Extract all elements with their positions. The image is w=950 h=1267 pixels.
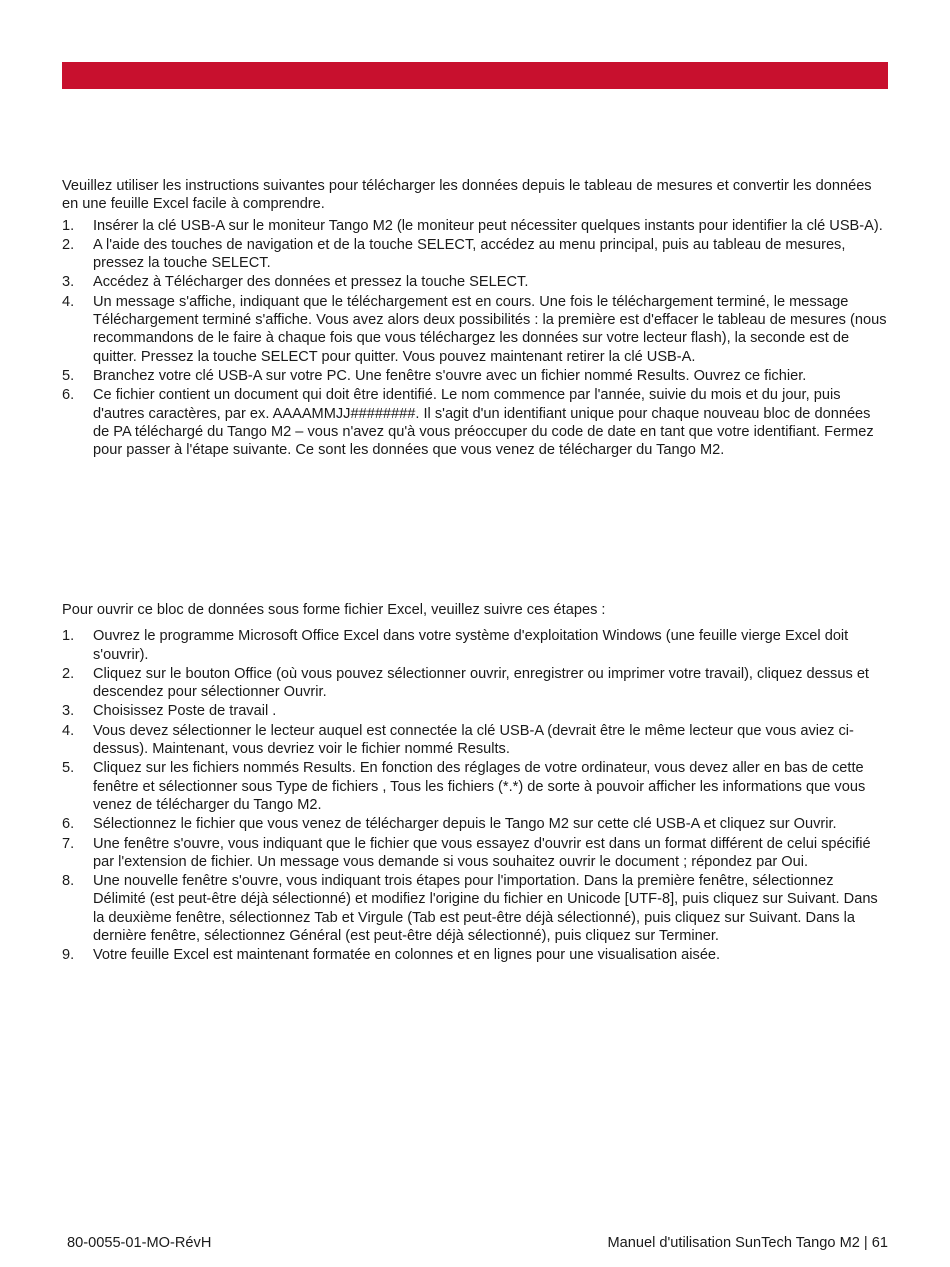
download-intro: Veuillez utiliser les instructions suivantes pour télécharger les données depuis le tableau de mesures et convertir les données en une feuille Excel facile à comprendre. <box>62 178 872 213</box>
step-text: Votre feuille Excel est maintenant formatée en colonnes et en lignes pour une visualisation aisée. <box>93 947 721 964</box>
step-text: Insérer la clé USB-A sur le moniteur Tango M2 (le moniteur peut nécessiter quelques instants pour identifier la clé USB-A). <box>93 217 883 234</box>
step-text: Ouvrez le programme Microsoft Office Excel dans votre système d'exploitation Windows (une feuille vierge Excel doit s'ouvrir). <box>93 628 849 663</box>
list-item <box>62 722 890 759</box>
list-item <box>62 759 890 814</box>
step-text: Une fenêtre s'ouvre, vous indiquant que le fichier que vous essayez d'ouvrir est dans un format différent de celui spécifié par l'extension de fichier. Un message vous demande si vous souhaitez ouvrir le document ; répondez par Oui. <box>93 835 871 870</box>
step-number: 4. <box>62 293 75 310</box>
list-item <box>62 627 890 664</box>
excel-steps-list <box>62 627 890 964</box>
header-accent-bar <box>62 62 888 89</box>
footer-doc-code: 80-0055-01-MO-RévH <box>67 1235 212 1251</box>
list-item <box>62 702 890 720</box>
download-steps-list <box>62 217 890 460</box>
footer-separator: | <box>863 1235 868 1251</box>
footer-page-number: 61 <box>871 1235 888 1251</box>
download-instructions <box>62 177 890 460</box>
footer-manual-title: Manuel d'utilisation SunTech Tango M2 <box>607 1235 860 1251</box>
step-number: 8. <box>62 873 75 890</box>
step-number: 1. <box>62 217 75 234</box>
step-text: Cliquez sur les fichiers nommés Results. En fonction des réglages de votre ordinateur, vous devez aller en bas de cette fenêtre et sélectionner sous Type de fichiers , Tous les fichiers (*.*) de sorte à pouvoir afficher les informations que vous venez de télécharger du Tango M2. <box>93 760 866 813</box>
step-text: Choisissez Poste de travail . <box>93 703 277 720</box>
step-number: 3. <box>62 703 75 720</box>
list-item <box>62 872 890 945</box>
excel-instructions <box>62 601 890 966</box>
step-number: 5. <box>62 760 75 777</box>
excel-intro: Pour ouvrir ce bloc de données sous forme fichier Excel, veuillez suivre ces étapes : <box>62 602 606 618</box>
step-text: Ce fichier contient un document qui doit être identifié. Le nom commence par l'année, suivie du mois et du jour, puis d'autres caractères, par ex. AAAAMMJJ########. Il s'agit d'un identifiant unique pour chaque nouveau bloc de données de PA téléchargé du Tango M2 – vous n'avez qu'à vous préoccuper du code de date en tant que votre identifiant. Fermez pour passer à l'étape suivante. Ce sont les données que vous venez de télécharger du Tango M2. <box>93 387 874 459</box>
list-item <box>62 273 890 291</box>
step-text: Une nouvelle fenêtre s'ouvre, vous indiquant trois étapes pour l'importation. Dans la première fenêtre, sélectionnez Délimité (est peut-être déjà sélectionné) et modifiez l'origine du fichier en Unicode [UTF-8], puis cliquez sur Suivant. Dans la deuxième fenêtre, sélectionnez Tab et Virgule (Tab est peut-être déjà sélectionné), puis cliquez sur Suivant. Dans la dernière fenêtre, sélectionnez Général (est peut-être déjà sélectionné), puis cliquez sur Terminer. <box>93 873 878 945</box>
step-number: 4. <box>62 722 75 739</box>
step-text: Sélectionnez le fichier que vous venez de télécharger depuis le Tango M2 sur cette clé USB-A et cliquez sur Ouvrir. <box>93 816 837 833</box>
list-item <box>62 236 890 273</box>
list-item <box>62 835 890 872</box>
list-item <box>62 665 890 702</box>
step-number: 9. <box>62 947 75 964</box>
list-item <box>62 815 890 833</box>
list-item <box>62 367 890 385</box>
footer-page-info <box>607 1235 888 1251</box>
step-number: 1. <box>62 628 75 645</box>
step-text: A l'aide des touches de navigation et de la touche SELECT, accédez au menu principal, puis au tableau de mesures, pressez la touche SELECT. <box>93 236 846 272</box>
step-number: 3. <box>62 274 75 291</box>
step-number: 6. <box>62 387 75 404</box>
list-item <box>62 293 890 366</box>
step-number: 5. <box>62 367 75 384</box>
list-item <box>62 946 890 964</box>
step-text: Accédez à Télécharger des données et pressez la touche SELECT. <box>93 274 529 291</box>
step-text: Branchez votre clé USB-A sur votre PC. Une fenêtre s'ouvre avec un fichier nommé Results. Ouvrez ce fichier. <box>93 367 807 384</box>
step-number: 6. <box>62 816 75 833</box>
list-item <box>62 386 890 459</box>
step-text: Vous devez sélectionner le lecteur auquel est connectée la clé USB-A (devrait être le même lecteur que vous aviez ci-dessus). Maintenant, vous devriez voir le fichier nommé Results. <box>93 722 854 758</box>
step-text: Cliquez sur le bouton Office (où vous pouvez sélectionner ouvrir, enregistrer ou imprimer votre travail), cliquez dessus et descendez pour sélectionner Ouvrir. <box>93 665 869 701</box>
step-number: 2. <box>62 665 75 682</box>
step-number: 7. <box>62 835 75 852</box>
list-item <box>62 217 890 235</box>
step-text: Un message s'affiche, indiquant que le téléchargement est en cours. Une fois le téléchargement terminé, le message Téléchargement terminé s'affiche. Vous avez alors deux possibilités : la première est d'effacer le tableau de mesures (nous recommandons de le faire à chaque fois que vous téléchargez les données sur votre lecteur flash), la seconde est de quitter. Pressez la touche SELECT pour quitter. Vous pouvez maintenant retirer la clé USB-A. <box>93 293 887 365</box>
step-number: 2. <box>62 236 75 253</box>
